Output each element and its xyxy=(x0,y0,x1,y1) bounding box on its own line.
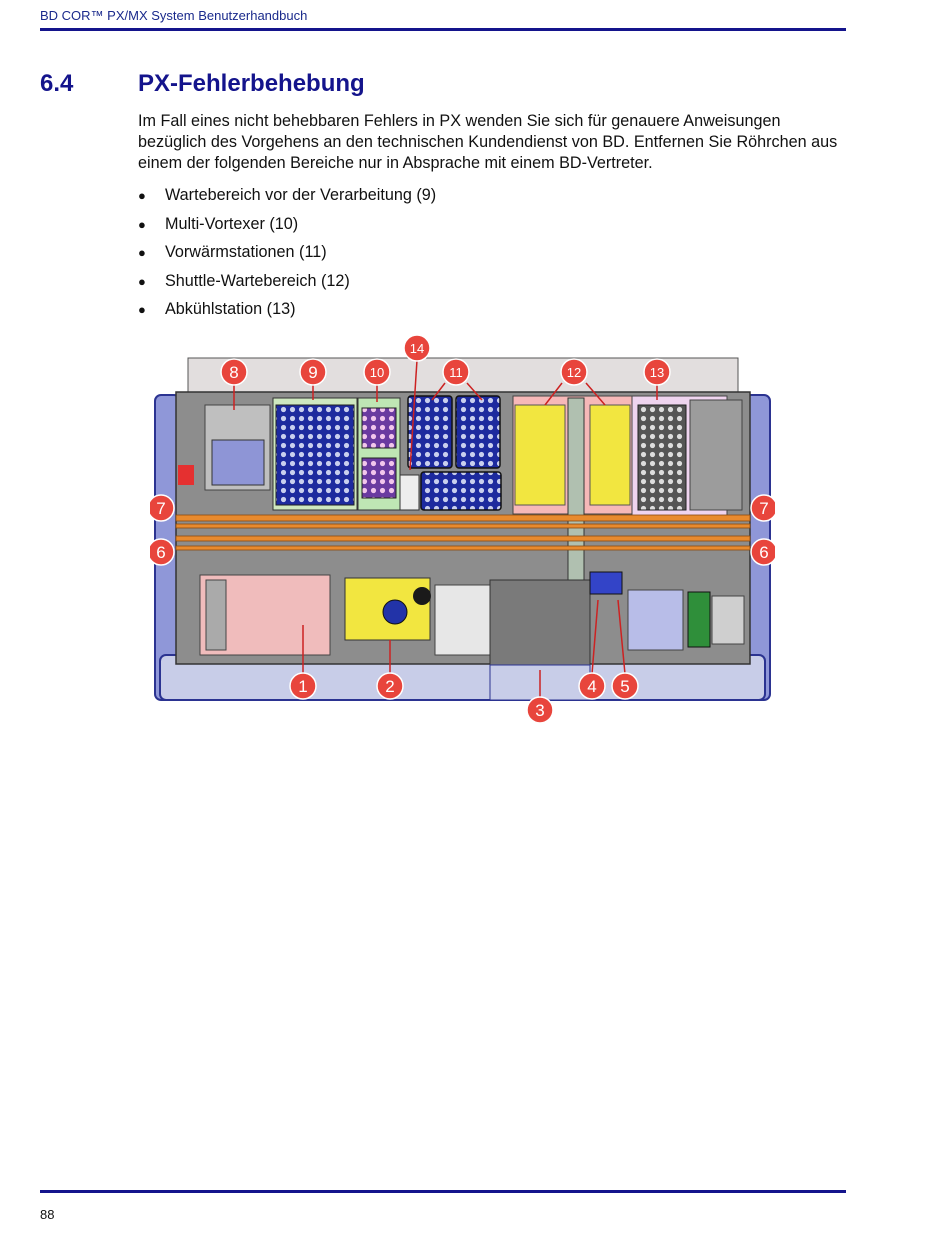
section-number: 6.4 xyxy=(40,70,74,97)
callout-6-right xyxy=(751,539,775,565)
lower-left-frame xyxy=(206,580,226,650)
svg-text:7: 7 xyxy=(759,499,769,518)
bullet-icon: ● xyxy=(138,302,146,318)
svg-text:5: 5 xyxy=(620,677,630,696)
center-bay xyxy=(435,585,490,655)
svg-text:4: 4 xyxy=(587,677,597,696)
header-rule xyxy=(40,28,846,31)
instrument-diagram xyxy=(150,335,775,725)
prewarm-rack-2 xyxy=(456,396,500,468)
callout-2 xyxy=(377,673,403,699)
rail-6-upper xyxy=(176,536,750,541)
loading-rack xyxy=(212,440,264,485)
footer-rule xyxy=(40,1190,846,1193)
svg-text:14: 14 xyxy=(409,341,425,356)
callout-8 xyxy=(221,359,247,385)
callout-1 xyxy=(290,673,316,699)
decapper-black-knob xyxy=(413,587,431,605)
rail-7-upper xyxy=(176,515,750,521)
cooling-rack xyxy=(638,405,686,510)
svg-text:12: 12 xyxy=(566,365,582,380)
svg-text:8: 8 xyxy=(229,363,239,382)
center-dark-block xyxy=(490,580,590,665)
red-handle xyxy=(178,465,194,485)
prewarm-rack-3 xyxy=(421,472,501,510)
right-machinery xyxy=(690,400,742,510)
callout-7-left xyxy=(150,495,174,521)
callout-12 xyxy=(561,359,587,385)
rail-7-lower xyxy=(176,524,750,528)
intro-paragraph: Im Fall eines nicht behebbaren Fehlers in PX wenden Sie sich für genauere Anweisungen bezüglich des Vorgehens an den technischen Kundendienst von BD. Entfernen Sie Röhrchen aus einem der folgenden Bereiche nur in Absprache mit einem BD-Vertreter. xyxy=(138,112,838,172)
decapper-knob xyxy=(383,600,407,624)
small-white-block xyxy=(400,475,419,510)
page-number: 88 xyxy=(40,1207,55,1222)
vortexer-tubes-top xyxy=(362,408,396,448)
running-header: BD COR™ PX/MX System Benutzerhandbuch xyxy=(40,8,308,23)
svg-text:7: 7 xyxy=(156,499,166,518)
shuttle-right-yellow xyxy=(590,405,630,505)
callout-3 xyxy=(527,697,553,723)
callout-4 xyxy=(579,673,605,699)
callout-11 xyxy=(443,359,469,385)
vortexer-tubes-bottom xyxy=(362,458,396,498)
right-panel xyxy=(712,596,744,644)
callout-9 xyxy=(300,359,326,385)
svg-text:6: 6 xyxy=(759,543,769,562)
callout-13 xyxy=(644,359,670,385)
callout-10 xyxy=(364,359,390,385)
callout-14 xyxy=(404,335,430,361)
bullet-icon: ● xyxy=(138,245,146,261)
svg-text:11: 11 xyxy=(449,365,463,380)
green-board xyxy=(688,592,710,647)
callout-7-right xyxy=(751,495,775,521)
section-title: PX-Fehlerbehebung xyxy=(138,70,365,97)
svg-text:3: 3 xyxy=(535,701,545,720)
blue-module xyxy=(590,572,622,594)
svg-text:2: 2 xyxy=(385,677,395,696)
callout-6-left xyxy=(150,539,174,565)
lower-right-bay xyxy=(628,590,683,650)
bullet-icon: ● xyxy=(138,216,146,232)
rail-6-lower xyxy=(176,546,750,550)
callout-5 xyxy=(612,673,638,699)
svg-text:6: 6 xyxy=(156,543,166,562)
svg-text:9: 9 xyxy=(308,363,318,382)
svg-text:1: 1 xyxy=(298,677,308,696)
bullet-icon: ● xyxy=(138,273,146,289)
shuttle-left-yellow xyxy=(515,405,565,505)
svg-text:10: 10 xyxy=(369,365,385,380)
bullet-icon: ● xyxy=(138,188,146,203)
svg-text:13: 13 xyxy=(649,365,665,380)
waiting-area-tubes xyxy=(276,405,354,505)
